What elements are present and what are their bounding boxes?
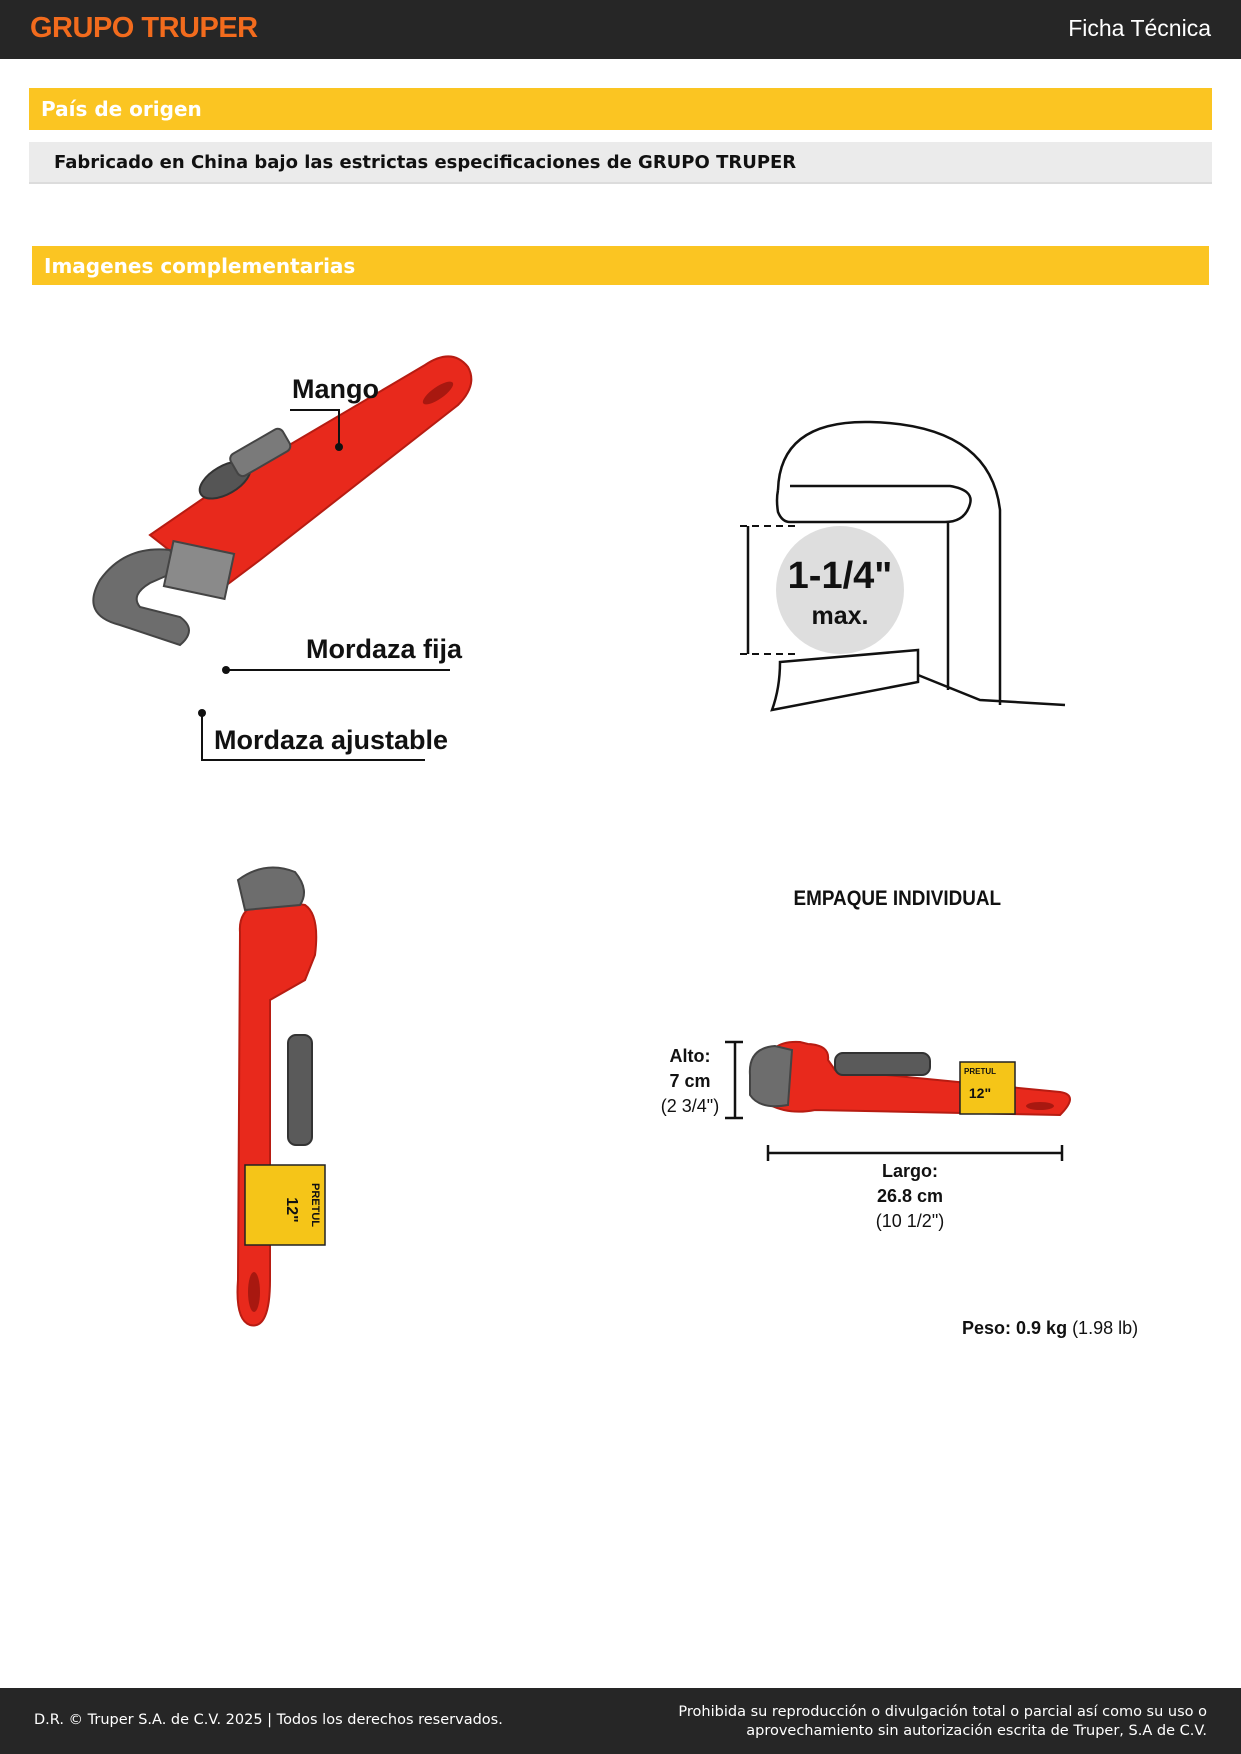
label-handle: Mango xyxy=(292,374,379,404)
wrench-illustration xyxy=(93,356,471,645)
document-type: Ficha Técnica xyxy=(1068,15,1211,41)
header-bar xyxy=(0,0,1241,59)
jaw-capacity-diagram xyxy=(720,400,1080,720)
package-wrench-photo xyxy=(750,1042,1070,1115)
callout-fixed-jaw xyxy=(222,634,463,674)
length-metric: 26.8 cm xyxy=(876,1186,944,1206)
callout-adjustable-jaw xyxy=(198,709,448,760)
weight-imperial: (1.98 lb) xyxy=(1072,1318,1139,1338)
capacity-indicator xyxy=(740,526,904,654)
label-adjustable-jaw: Mordaza ajustable xyxy=(214,725,449,755)
wrench-parts-diagram xyxy=(80,355,520,775)
weight-metric: 0.9 kg xyxy=(1016,1318,1073,1338)
length-label xyxy=(860,1159,960,1234)
height-label xyxy=(648,1044,732,1119)
origin-text: Fabricado en China bajo las estrictas especificaciones de GRUPO TRUPER xyxy=(54,151,797,173)
weight-info xyxy=(962,1318,1138,1339)
package-tag-size: 12" xyxy=(968,1085,992,1101)
height-title: Alto: xyxy=(669,1046,711,1066)
footer-legal-line1: Prohibida su reproducción o divulgación total o parcial así como su uso o xyxy=(678,1704,1207,1720)
wrench-nut xyxy=(288,1035,312,1145)
tag-brand: PRETUL xyxy=(309,1183,321,1227)
origin-statement xyxy=(29,142,1212,184)
length-imperial: (10 1/2") xyxy=(875,1211,945,1231)
tag-size: 12" xyxy=(283,1197,300,1223)
wrench-jaw xyxy=(238,868,304,911)
section-title-images: Imagenes complementarias xyxy=(44,253,356,278)
height-metric: 7 cm xyxy=(669,1071,711,1091)
footer-legal xyxy=(678,1703,1207,1741)
capacity-value: 1-1/4" xyxy=(787,555,893,597)
label-fixed-jaw: Mordaza fija xyxy=(306,634,463,664)
package-tag-brand: PRETUL xyxy=(964,1067,996,1076)
footer-bar xyxy=(0,1688,1241,1754)
footer-legal-line2: aprovechamiento sin autorización escrita de Truper, S.A de C.V. xyxy=(746,1723,1207,1739)
section-header-images xyxy=(32,246,1209,285)
section-title-origin: País de origen xyxy=(41,97,202,121)
product-label-tag xyxy=(245,1165,325,1245)
length-title: Largo: xyxy=(882,1161,938,1181)
product-photo-wrench xyxy=(210,860,370,1340)
hang-hole xyxy=(248,1272,260,1312)
footer-copyright: D.R. © Truper S.A. de C.V. 2025 | Todos los derechos reservados. xyxy=(34,1712,503,1728)
package-title: EMPAQUE INDIVIDUAL xyxy=(793,887,1002,910)
height-imperial: (2 3/4") xyxy=(660,1096,720,1116)
capacity-suffix: max. xyxy=(811,602,869,630)
weight-title: Peso: xyxy=(962,1318,1017,1338)
section-header-origin xyxy=(29,88,1212,130)
brand-logo: GRUPO TRUPER xyxy=(30,12,258,44)
